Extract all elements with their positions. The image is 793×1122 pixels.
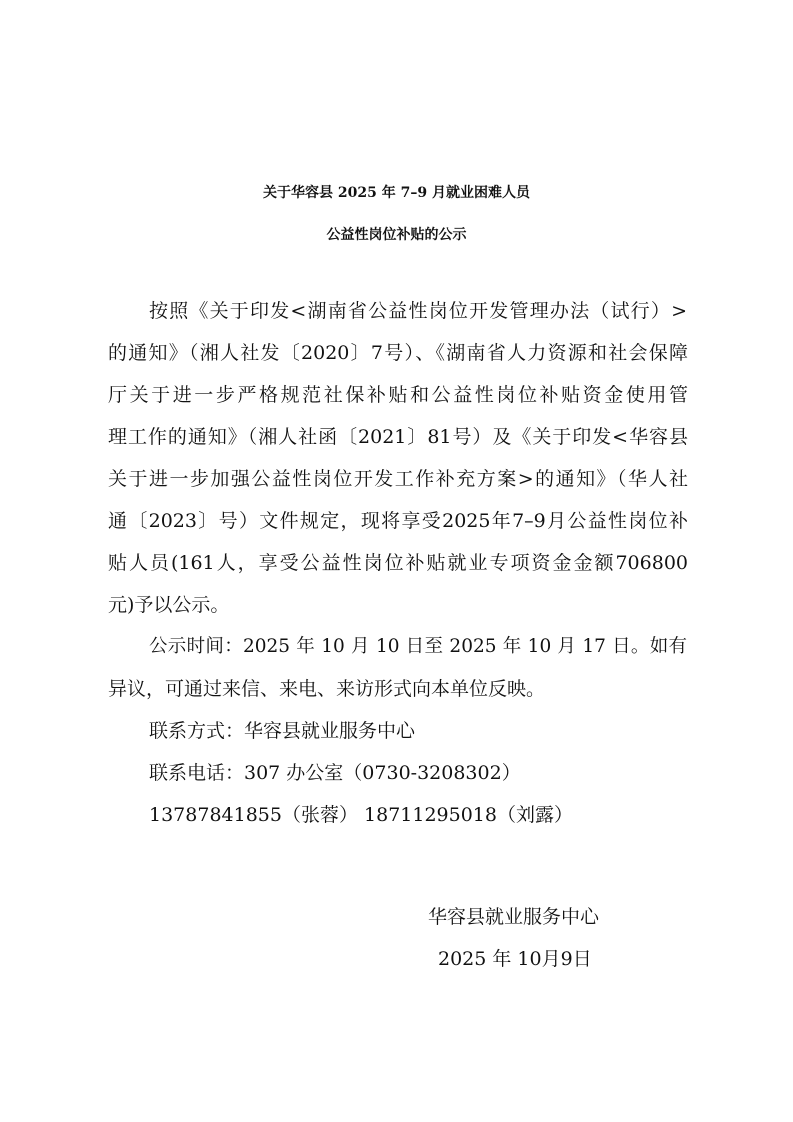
body-line-6: 通〔2023〕号）文件规定，现将享受2025年7–9月公益性岗位补 [108,510,688,532]
signature-organization: 华容县就业服务中心 [428,906,600,928]
contact-mobiles: 13787841855（张蓉） 18711295018（刘露） [149,804,573,826]
body-line-8: 元)予以公示。 [108,594,230,616]
contact-method: 联系方式：华容县就业服务中心 [149,720,416,742]
document-title-line-1: 关于华容县 2025 年 7–9 月就业困难人员 [263,185,530,201]
body-line-1: 按照《关于印发<湖南省公益性岗位开发管理办法（试行）> [149,300,687,322]
body-line-3: 厅关于进一步严格规范社保补贴和公益性岗位补贴资金使用管 [108,384,688,406]
signature-date: 2025 年 10月9日 [438,948,592,970]
body-line-7: 贴人员(161人，享受公益性岗位补贴就业专项资金金额706800 [108,552,688,574]
contact-phone: 联系电话：307 办公室（0730-3208302） [149,762,521,784]
notice-period-line-1: 公示时间：2025 年 10 月 10 日至 2025 年 10 月 17 日。如有 [149,636,687,657]
body-line-2: 的通知》（湘人社发〔2020〕7号）、《湖南省人力资源和社会保障 [108,342,688,364]
document-title-line-2: 公益性岗位补贴的公示 [326,227,467,243]
notice-period-line-2: 异议，可通过来信、来电、来访形式向本单位反映。 [108,678,546,700]
body-line-5: 关于进一步加强公益性岗位开发工作补充方案>的通知》（华人社 [108,468,688,490]
body-line-4: 理工作的通知》（湘人社函〔2021〕81号）及《关于印发<华容县 [108,426,688,448]
